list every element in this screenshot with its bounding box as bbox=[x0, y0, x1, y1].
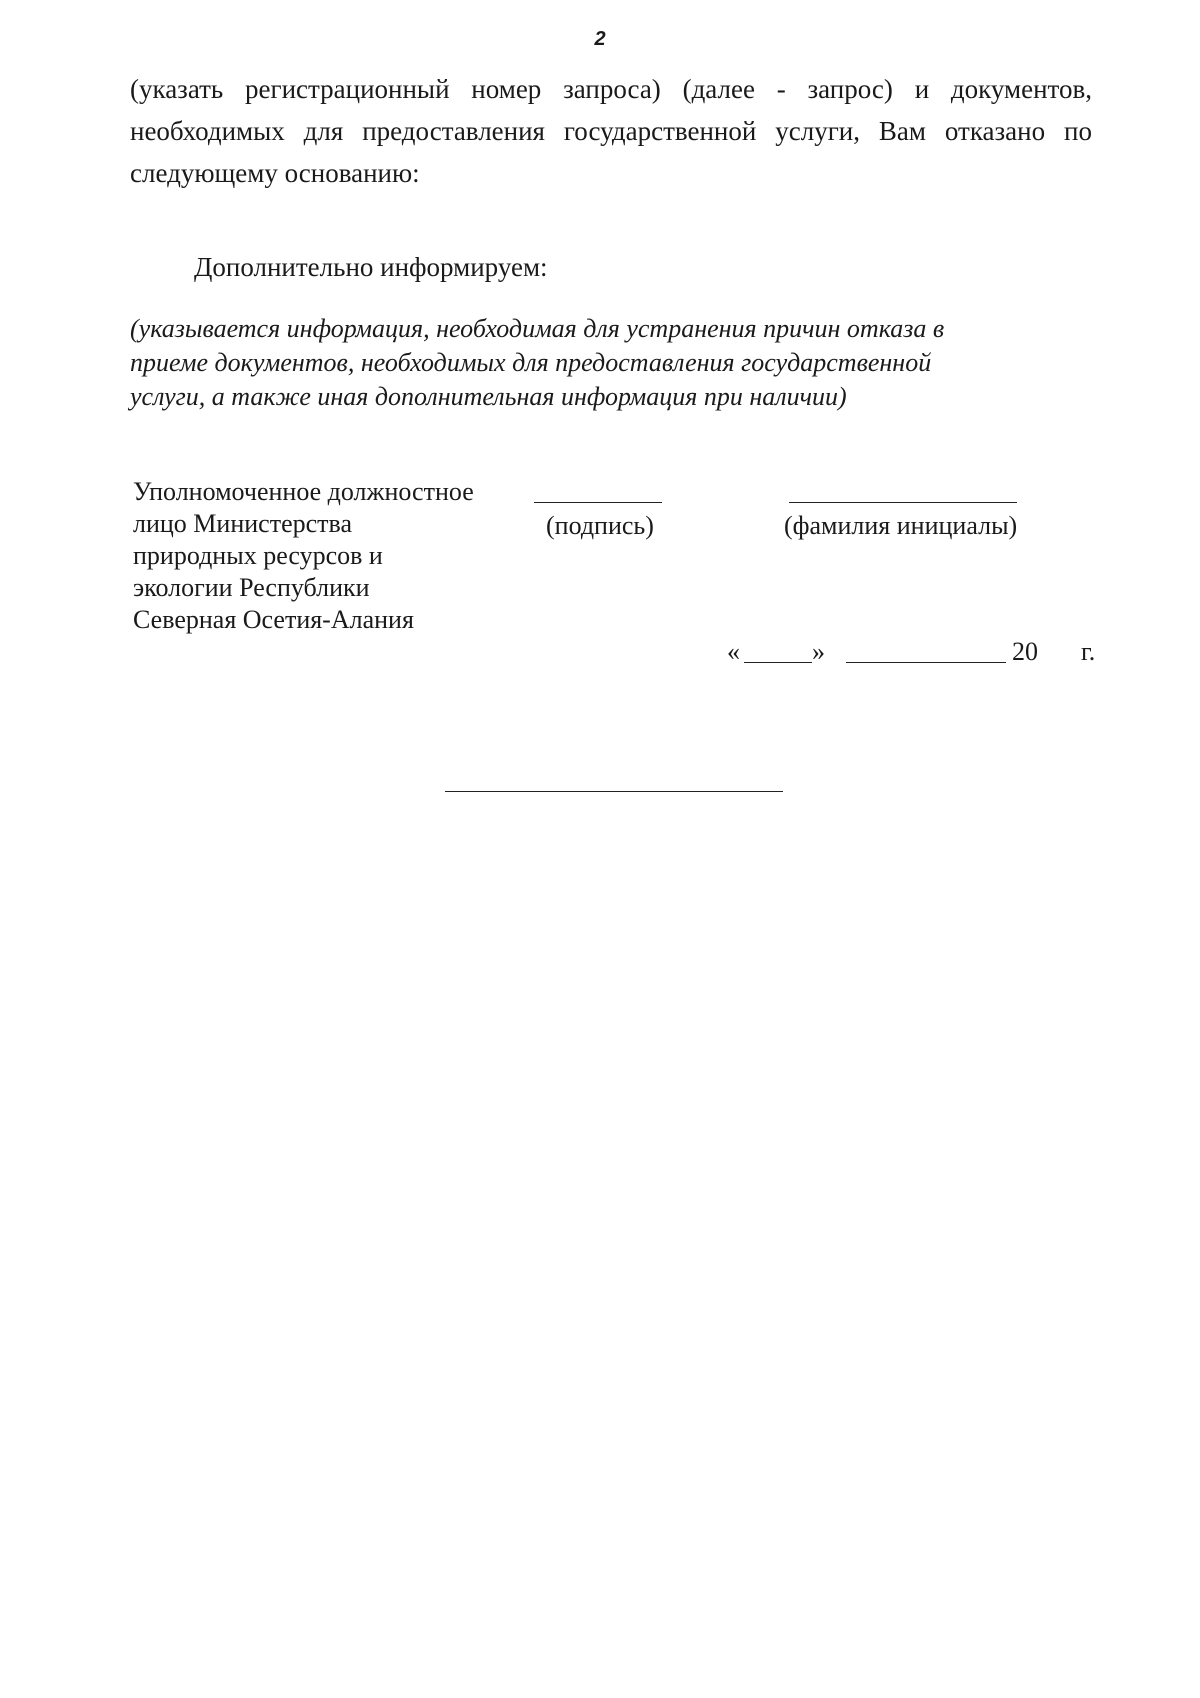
body-line-2: необходимых для предоставления государственной услуги, Вам отказано по bbox=[130, 116, 1092, 146]
page-number: 2 bbox=[594, 28, 606, 50]
signatory-line-3: природных ресурсов и bbox=[133, 541, 383, 570]
note-line-3: услуги, а также иная дополнительная информация при наличии) bbox=[130, 382, 847, 411]
signature-caption: (подпись) bbox=[546, 511, 654, 540]
note-line-2: приеме документов, необходимых для предоставления государственной bbox=[130, 348, 932, 377]
body-line-3: следующему основанию: bbox=[130, 158, 420, 188]
date-open-quote: « bbox=[727, 637, 740, 666]
signatory-line-1: Уполномоченное должностное bbox=[133, 477, 474, 506]
closing-rule bbox=[445, 791, 783, 792]
signatory-line-5: Северная Осетия-Алания bbox=[133, 605, 414, 634]
signature-line bbox=[534, 502, 662, 503]
signatory-line-2: лицо Министерства bbox=[133, 509, 352, 538]
date-close-quote: » bbox=[812, 637, 825, 666]
date-day-line bbox=[744, 662, 812, 663]
body-line-1: (указать регистрационный номер запроса) (далее - запрос) и документов, bbox=[130, 74, 1092, 104]
signatory-line-4: экологии Республики bbox=[133, 573, 370, 602]
name-caption: (фамилия инициалы) bbox=[784, 511, 1018, 540]
note-line-1: (указывается информация, необходимая для устранения причин отказа в bbox=[130, 314, 945, 343]
date-month-line bbox=[846, 662, 1006, 663]
info-heading: Дополнительно информируем: bbox=[194, 252, 548, 282]
date-year-suffix: г. bbox=[1081, 637, 1096, 666]
name-line bbox=[789, 502, 1017, 503]
date-year-prefix: 20 bbox=[1012, 637, 1038, 666]
